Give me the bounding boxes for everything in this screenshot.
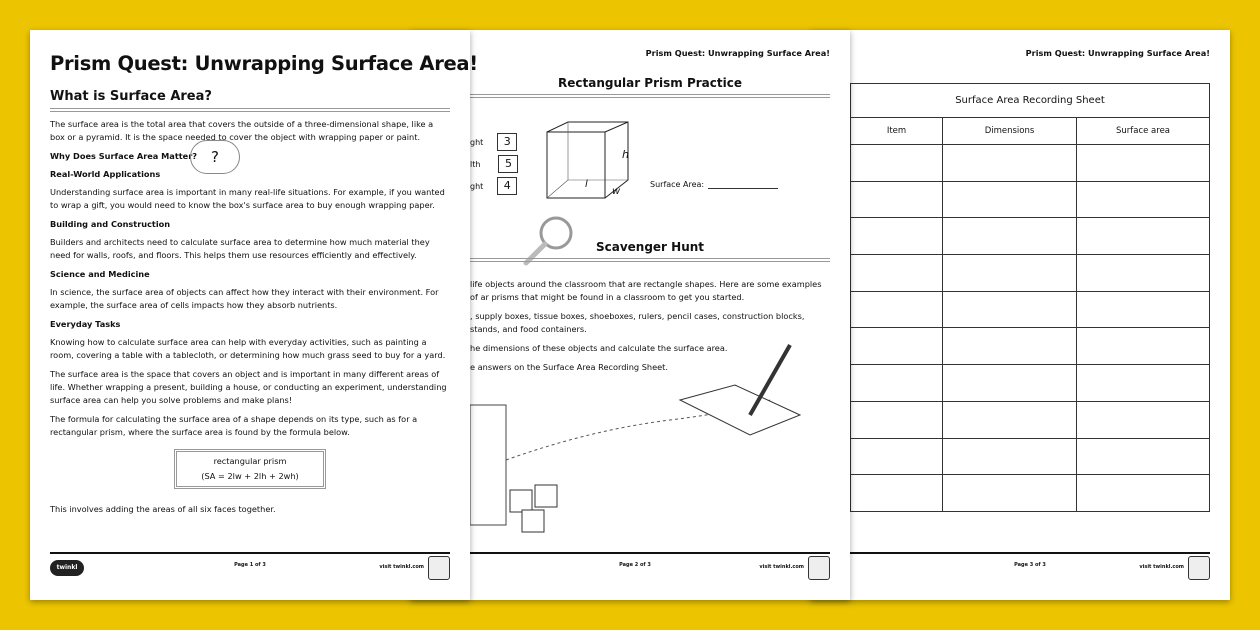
section-heading: Scavenger Hunt — [595, 240, 705, 254]
table-cell[interactable] — [851, 181, 943, 218]
table-cell[interactable] — [1077, 255, 1210, 292]
table-cell[interactable] — [1077, 365, 1210, 402]
table-cell[interactable] — [943, 438, 1077, 475]
table-cell[interactable] — [1077, 401, 1210, 438]
table-row — [851, 475, 1210, 512]
paragraph: life objects around the classroom that are rectangle shapes. Here are some examples of ar prisms that might be found in a classroom to get you started. — [470, 279, 822, 302]
quality-badge-icon — [1188, 556, 1210, 580]
page-number: Page 2 of 3 — [619, 562, 651, 568]
visit-link[interactable]: visit twinkl.com — [1139, 564, 1184, 570]
table-row — [851, 181, 1210, 218]
dim-label: ght — [470, 138, 484, 147]
classroom-objects-illustration — [470, 340, 830, 550]
table-cell[interactable] — [851, 328, 943, 365]
table-row — [851, 438, 1210, 475]
table-cell[interactable] — [943, 181, 1077, 218]
table-cell[interactable] — [943, 328, 1077, 365]
paragraph: Knowing how to calculate surface area can help with everyday activities, such as painting a room, covering a table with a tablecloth, or determining how much grass seed to buy for a yard. — [50, 337, 446, 360]
dim-label: lth — [470, 160, 481, 169]
column-header: Surface area — [1077, 118, 1210, 145]
table-cell[interactable] — [1077, 145, 1210, 182]
table-cell[interactable] — [851, 438, 943, 475]
table-cell[interactable] — [851, 145, 943, 182]
table-cell[interactable] — [943, 255, 1077, 292]
table-cell[interactable] — [943, 291, 1077, 328]
table-row — [851, 401, 1210, 438]
dim-value: 3 — [497, 133, 517, 151]
table-cell[interactable] — [943, 218, 1077, 255]
answer-line[interactable] — [708, 188, 778, 189]
table-cell[interactable] — [943, 401, 1077, 438]
table-cell[interactable] — [851, 401, 943, 438]
divider — [50, 108, 450, 112]
paragraph: Understanding surface area is important in many real-life situations. For example, if you wanted to wrap a gift, you would need to know the box's surface area to buy enough wrapping paper. — [50, 187, 445, 210]
table-row — [851, 328, 1210, 365]
page-number: Page 3 of 3 — [1014, 562, 1046, 568]
table-cell[interactable] — [943, 475, 1077, 512]
subheading: Science and Medicine — [50, 269, 150, 279]
table-cell[interactable] — [851, 365, 943, 402]
paragraph: e answers on the Surface Area Recording Sheet. — [470, 362, 668, 372]
paragraph: he dimensions of these objects and calculate the surface area. — [470, 343, 728, 353]
table-cell[interactable] — [1077, 181, 1210, 218]
paragraph: , supply boxes, tissue boxes, shoeboxes, rulers, pencil cases, construction blocks, stands, and food containers. — [470, 311, 805, 334]
thought-cloud-icon: ? — [190, 140, 240, 174]
length-label: l — [585, 179, 588, 190]
table-cell[interactable] — [1077, 291, 1210, 328]
table-cell[interactable] — [1077, 475, 1210, 512]
paragraph: The formula for calculating the surface area of a shape depends on its type, such as for a rectangular prism, where the surface area is found by the formula below. — [50, 414, 418, 437]
running-header: Prism Quest: Unwrapping Surface Area! — [1025, 48, 1210, 58]
divider — [470, 258, 830, 262]
formula-box — [174, 449, 326, 489]
table-cell[interactable] — [1077, 328, 1210, 365]
column-header: Item — [851, 118, 943, 145]
height-label: h — [622, 148, 629, 161]
subheading: Real-World Applications — [50, 169, 161, 179]
subheading: Everyday Tasks — [50, 319, 121, 329]
dim-value: 4 — [497, 177, 517, 195]
visit-link[interactable]: visit twinkl.com — [379, 564, 424, 570]
footer — [440, 552, 830, 582]
visit-link[interactable]: visit twinkl.com — [759, 564, 804, 570]
table-row — [851, 145, 1210, 182]
table-cell[interactable] — [943, 365, 1077, 402]
worksheet-page-3 — [810, 30, 1230, 600]
running-header: Prism Quest: Unwrapping Surface Area! — [645, 48, 830, 58]
table-row — [851, 365, 1210, 402]
section-heading: What is Surface Area? — [50, 89, 212, 104]
recording-table — [850, 83, 1210, 512]
document-title: Prism Quest: Unwrapping Surface Area! — [50, 52, 478, 75]
width-label: w — [612, 186, 621, 197]
table-cell[interactable] — [851, 475, 943, 512]
footer — [850, 552, 1210, 582]
subheading: Why Does Surface Area Matter? — [50, 151, 197, 161]
table-row — [851, 291, 1210, 328]
table-cell[interactable] — [851, 291, 943, 328]
footer — [50, 552, 450, 582]
table-cell[interactable] — [943, 145, 1077, 182]
divider — [470, 94, 830, 98]
table-row — [851, 255, 1210, 292]
worksheet-page-2 — [410, 30, 850, 600]
table-title: Surface Area Recording Sheet — [851, 84, 1210, 118]
paragraph: Builders and architects need to calculate surface area to determine how much material they need for walls, roofs, and floors. This helps them use resources efficiently and effectively. — [50, 237, 430, 260]
subheading: Building and Construction — [50, 219, 171, 229]
twinkl-logo: twinkl — [50, 560, 84, 576]
dim-label: ght — [470, 182, 484, 191]
table-cell[interactable] — [851, 218, 943, 255]
table-cell[interactable] — [1077, 218, 1210, 255]
dimension-list — [470, 132, 518, 198]
quality-badge-icon — [808, 556, 830, 580]
column-header: Dimensions — [943, 118, 1077, 145]
formula: (SA = 2lw + 2lh + 2wh) — [201, 471, 299, 481]
dim-value: 5 — [498, 155, 518, 173]
formula-label: rectangular prism — [213, 456, 287, 466]
table-cell[interactable] — [1077, 438, 1210, 475]
surface-area-label: Surface Area: — [650, 180, 705, 189]
paragraph: In science, the surface area of objects can affect how they interact with their environment. For example, the surface area of cells impacts how they absorb nutrients. — [50, 287, 439, 310]
section-heading: Rectangular Prism Practice — [558, 76, 742, 90]
paragraph: This involves adding the areas of all six faces together. — [50, 504, 276, 514]
intro-text: The surface area is the total area that covers the outside of a three-dimensional shape, like a box or a pyramid. It is the space needed to cover the object with wrapping paper or paint. — [50, 119, 434, 142]
table-row — [851, 218, 1210, 255]
paragraph: The surface area is the space that covers an object and is important in many different areas of life. Whether wrapping a present, building a house, or conducting an experiment, understanding surface area can help you solve problems and make plans! — [50, 369, 447, 405]
table-cell[interactable] — [851, 255, 943, 292]
page-number: Page 1 of 3 — [234, 562, 266, 568]
quality-badge-icon — [428, 556, 450, 580]
